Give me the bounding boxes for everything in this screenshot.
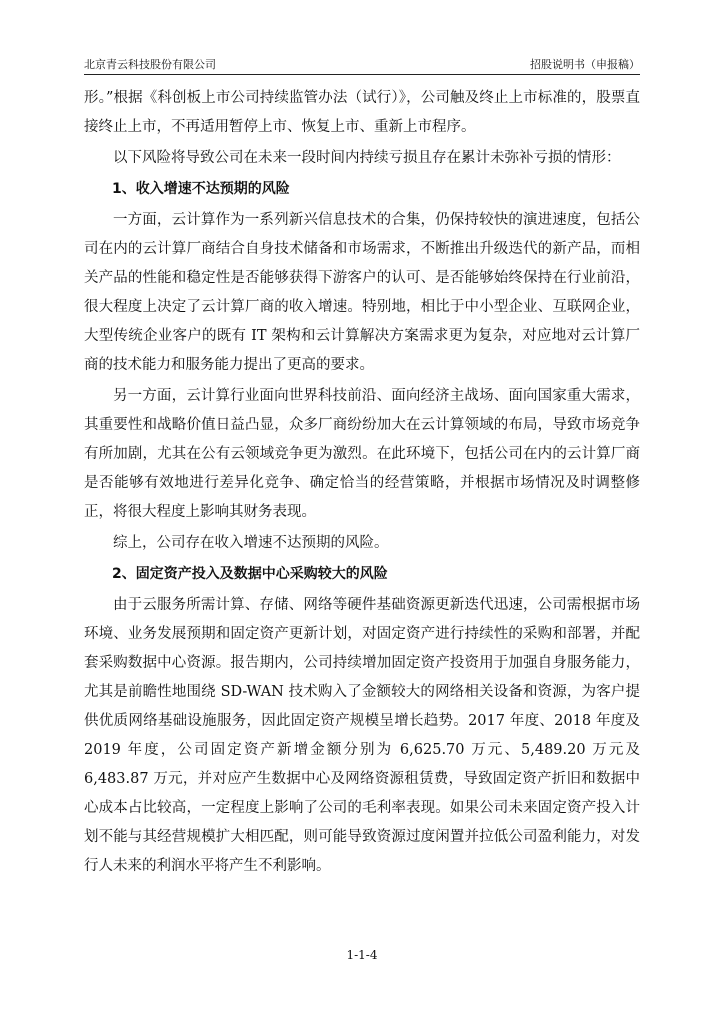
section-heading-revenue-risk: 1、收入增速不达预期的风险: [112, 181, 290, 197]
paragraph-revenue-risk-2: 另一方面，云计算行业面向世界科技前沿、面向经济主战场、面向国家重大需求，其重要性和战略价值日益凸显，众多厂商纷纷加大在云计算领域的布局，导致市场竞争有所加剧，尤其在公有云领域竞争更为激烈。在此环境下，包括公司在内的云计算厂商是否能够有效地进行差异化竞争、确定恰当的经营策略，并根据市场情况及时调整修正，将很大程度上影响其财务表现。: [84, 388, 640, 520]
paragraph-revenue-risk-summary: 综上，公司存在收入增速不达预期的风险。: [113, 535, 389, 551]
paragraph-intro-continuation: 形。”根据《科创板上市公司持续监管办法（试行）》，公司触及终止上市标准的，股票直接终止上市，不再适用暂停上市、恢复上市、重新上市程序。: [84, 90, 640, 135]
paragraph-risk-lead: 以下风险将导致公司在未来一段时间内持续亏损且存在累计未弥补亏损的情形：: [113, 150, 621, 166]
paragraph-revenue-risk-1: 一方面，云计算作为一系列新兴信息技术的合集，仍保持较快的演进速度，包括公司在内的云计算厂商结合自身技术储备和市场需求，不断推出升级迭代的新产品，而相关产品的性能和稳定性是否能够获得下游客户的认可、是否能够始终保持在行业前沿，很大程度上决定了云计算厂商的收入增速。特别地，相比于中小型企业、互联网企业，大型传统企业客户的既有 IT 架构和云计算解决方案需求更为复杂，对应地对云计算厂商的技术能力和服务能力提出了更高的要求。: [84, 212, 640, 373]
document-body: [84, 84, 640, 881]
paragraph-fixed-asset-risk: 由于云服务所需计算、存储、网络等硬件基础资源更新迭代迅速，公司需根据市场环境、业务发展预期和固定资产更新计划，对固定资产进行持续性的采购和部署，并配套采购数据中心资源。报告期内，公司持续增加固定资产投资用于加强自身服务能力，尤其是前瞻性地围绕 SD-WAN 技术购入了金额较大的网络相关设备和资源，为客户提供优质网络基础设施服务，因此固定资产规模呈增长趋势。2017 年度、2018 年度及 2019 年度，公司固定资产新增金额分别为 6,625.70 万元、5,489.20 万元及 6,483.87 万元，并对应产生数据中心及网络资源租赁费，导致固定资产折旧和数据中心成本占比较高，一定程度上影响了公司的毛利率表现。如果公司未来固定资产投入计划不能与其经营规模扩大相匹配，则可能导致资源过度闲置并拉低公司盈利能力，对发行人未来的利润水平将产生不利影响。: [84, 597, 640, 874]
page-number: 1-1-4: [346, 948, 378, 962]
header-document-type: 招股说明书（申报稿）: [530, 58, 640, 71]
section-heading-fixed-asset-risk: 2、固定资产投入及数据中心采购较大的风险: [112, 566, 388, 582]
header-company-name: 北京青云科技股份有限公司: [84, 58, 216, 71]
page-header: [84, 56, 640, 75]
